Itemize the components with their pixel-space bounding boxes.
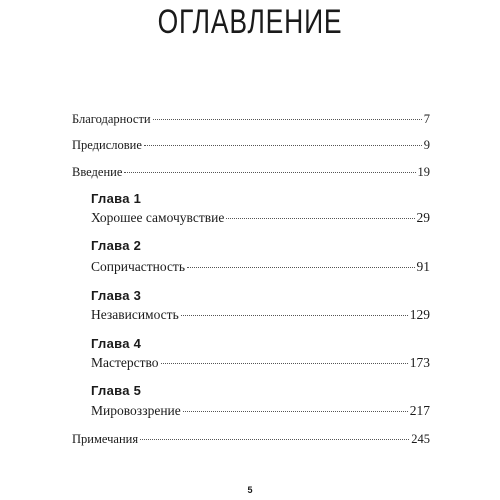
toc-entry-page: 29 [416,210,430,225]
toc-entry-label: Независимость [91,307,179,322]
chapter-heading: Глава 3 [91,288,142,303]
toc-entry-label: Хорошее самочувствие [91,210,225,225]
dot-leader [161,362,408,364]
dot-leader [183,410,408,412]
toc-entry-page: 9 [423,138,430,152]
toc-entry-page: 129 [409,307,430,322]
toc-entry-page: 245 [411,432,430,446]
folio-page-number: 5 [247,485,253,495]
toc-entry-page: 91 [416,259,430,274]
toc-entry-acknowledgements[interactable] [72,111,430,127]
toc-entry-chapter-2[interactable] [91,259,430,275]
toc-entry-label: Предисловие [72,138,142,152]
toc-entry-label: Благодарности [72,112,151,126]
toc-entry-chapter-1[interactable] [91,210,430,226]
dot-leader [124,171,415,173]
toc-entry-foreword[interactable] [72,137,430,153]
toc-entry-chapter-5[interactable] [91,403,430,419]
chapter-heading: Глава 2 [91,238,142,253]
page-title: ОГЛАВЛЕНИЕ [157,3,343,41]
toc-entry-introduction[interactable] [72,164,430,180]
toc-entry-notes[interactable] [72,431,430,447]
toc-entry-chapter-4[interactable] [91,355,430,371]
dot-leader [140,438,409,440]
chapter-heading: Глава 4 [91,336,142,351]
toc-entry-label: Мировоззрение [91,403,181,418]
dot-leader [144,144,422,146]
toc-entry-label: Примечания [72,432,139,446]
toc-entry-label: Сопричастность [91,259,185,274]
toc-entry-page: 173 [409,355,430,370]
toc-entry-chapter-3[interactable] [91,307,430,323]
dot-leader [226,217,414,219]
dot-leader [153,118,422,120]
toc-entry-label: Мастерство [91,355,159,370]
toc-entry-label: Введение [72,165,123,179]
chapter-heading: Глава 1 [91,191,142,206]
toc-entry-page: 7 [423,112,430,126]
toc-entry-page: 217 [409,403,430,418]
chapter-heading: Глава 5 [91,383,142,398]
toc-entry-page: 19 [417,165,430,179]
dot-leader [187,266,415,268]
dot-leader [181,314,408,316]
